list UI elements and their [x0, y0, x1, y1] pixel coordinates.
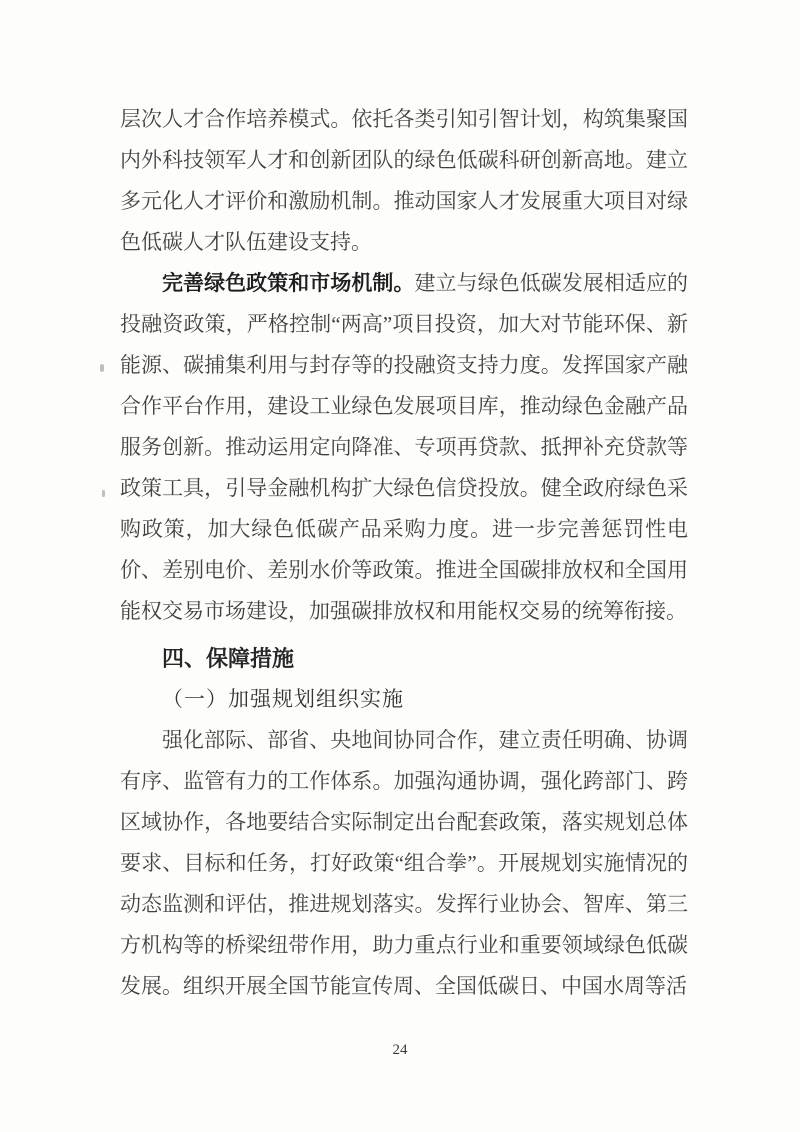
scan-speck: [100, 364, 104, 372]
paragraph-talent-continuation: 层次人才合作培养模式。依托各类引知引智计划，构筑集聚国内外科技领军人才和创新团队的绿色低碳科研创新高地。建立多元化人才评价和激励机制。推动国家人才发展重大项目对绿色低碳人才队伍建设支持。: [120, 107, 688, 254]
paragraph-green-policy: [120, 263, 688, 632]
text-content: [120, 99, 688, 1007]
paragraph-plan-implementation: 强化部际、部省、央地间协同合作，建立责任明确、协调有序、监管有力的工作体系。加强沟通协调，强化跨部门、跨区域协作，各地要结合实际制定出台配套政策，落实规划总体要求、目标和任务，打好政策“组合拳”。开展规划实施情况的动态监测和评估，推进规划落实。发挥行业协会、智库、第三方机构等的桥梁纽带作用，助力重点行业和重要领域绿色低碳发展。组织开展全国节能宣传周、全国低碳日、中国水周等活: [120, 728, 688, 998]
paragraph-body-text: 建立与绿色低碳发展相适应的投融资政策，严格控制“两高”项目投资，加大对节能环保、新能源、碳捕集利用与封存等的投融资支持力度。发挥国家产融合作平台作用，建设工业绿色发展项目库，推动绿色金融产品服务创新。推动运用定向降准、专项再贷款、抵押补充贷款等政策工具，引导金融机构扩大绿色信贷投放。健全政府绿色采购政策，加大绿色低碳产品采购力度。进一步完善惩罚性电价、差别电价、差别水价等政策。推进全国碳排放权和全国用能权交易市场建设，加强碳排放权和用能权交易的统筹衔接。: [120, 271, 688, 623]
page-number: 24: [392, 1042, 408, 1058]
scan-speck: [102, 490, 105, 497]
section-heading: 四、保障措施: [162, 646, 295, 671]
paragraph-bold-lead: 完善绿色政策和市场机制。: [162, 271, 415, 295]
subsection-heading: （一）加强规划组织实施: [162, 687, 404, 711]
